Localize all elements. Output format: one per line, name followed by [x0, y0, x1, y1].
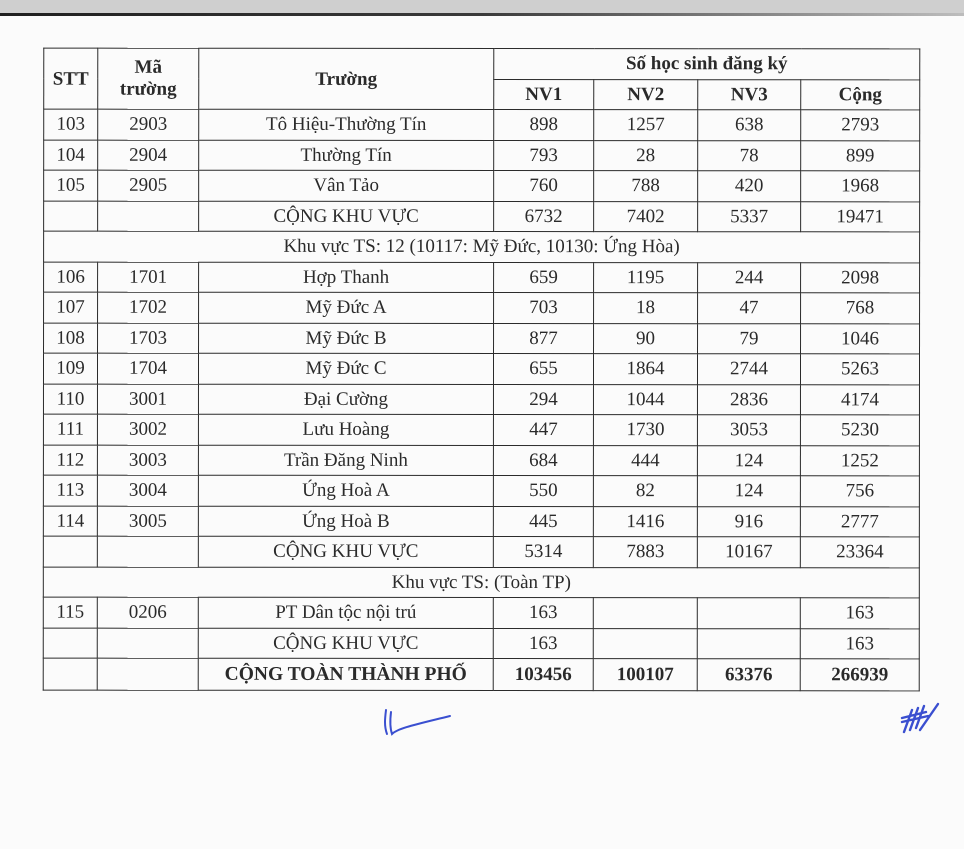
stt-cell: 103: [44, 109, 98, 140]
cong-cell: 1252: [800, 445, 919, 476]
cong-cell: 899: [801, 140, 920, 171]
truong-cell: Vân Tảo: [199, 170, 494, 201]
nv2-cell: 788: [594, 171, 698, 202]
nv1-cell: 163: [493, 598, 593, 629]
ma-truong-cell: 2903: [98, 109, 199, 140]
scanner-edge-line: [0, 13, 964, 16]
ma-truong-cell: 0206: [97, 597, 198, 628]
subtotal-nv3: 5337: [698, 201, 801, 232]
grand-total-nv1: 103456: [493, 659, 593, 691]
empty-cell: [43, 658, 97, 690]
grand-total-cong: 266939: [800, 659, 919, 691]
signature-right: [898, 700, 942, 736]
section-row: [44, 231, 920, 262]
ma-truong-cell: 1703: [98, 323, 199, 354]
ma-truong-cell: 1702: [98, 292, 199, 323]
header-ma-truong: [98, 48, 199, 109]
table-row: [43, 445, 919, 476]
table-row: [43, 414, 919, 445]
empty-cell: [97, 628, 198, 659]
empty-cell: [43, 628, 97, 659]
subtotal-label: CỘNG KHU VỰC: [198, 628, 493, 659]
cong-cell: 756: [800, 476, 919, 507]
table-row: [44, 170, 920, 201]
nv1-cell: 294: [493, 384, 593, 415]
stt-cell: 105: [44, 170, 98, 201]
table-row: [43, 384, 919, 415]
subtotal-cong: 19471: [801, 201, 920, 232]
cong-cell: 768: [801, 293, 920, 324]
scanner-top-edge: [0, 0, 964, 14]
ma-truong-cell: 3002: [97, 414, 198, 445]
grand-total-nv3: 63376: [697, 659, 800, 691]
subtotal-row: [43, 628, 919, 659]
ma-truong-cell: 1701: [98, 262, 199, 293]
subtotal-label: CỘNG KHU VỰC: [199, 201, 494, 232]
stt-cell: 106: [44, 262, 98, 293]
empty-cell: [97, 658, 198, 690]
cong-cell: 2793: [801, 110, 920, 141]
nv3-cell: [697, 598, 800, 629]
truong-cell: Thường Tín: [199, 140, 494, 171]
grand-total-label: CỘNG TOÀN THÀNH PHỐ: [198, 658, 493, 690]
truong-cell: Mỹ Đức B: [199, 323, 494, 354]
table-row: [44, 292, 920, 323]
subtotal-nv1: 6732: [494, 201, 594, 232]
truong-cell: Ứng Hoà B: [198, 506, 493, 537]
nv3-cell: 244: [698, 262, 801, 293]
nv1-cell: 447: [493, 415, 593, 446]
nv2-cell: 444: [593, 445, 697, 476]
nv1-cell: 445: [493, 506, 593, 537]
subtotal-nv3: [697, 628, 800, 659]
nv2-cell: 1044: [593, 384, 697, 415]
header-stt: STT: [44, 48, 98, 109]
cong-cell: 2098: [801, 262, 920, 293]
table-row: [43, 353, 919, 384]
table-row: [43, 475, 919, 506]
header-cong: Cộng: [801, 79, 920, 110]
ma-truong-cell: 3005: [97, 506, 198, 537]
header-nv3: NV3: [698, 79, 801, 110]
nv3-cell: 124: [697, 476, 800, 507]
stt-cell: 109: [43, 353, 97, 384]
truong-cell: Tô Hiệu-Thường Tín: [199, 109, 494, 140]
nv3-cell: 2744: [697, 354, 800, 385]
ma-truong-cell: 3004: [97, 475, 198, 506]
empty-cell: [97, 536, 198, 567]
stt-cell: 107: [44, 292, 98, 323]
header-so-hoc-sinh: Số học sinh đăng ký: [494, 49, 920, 80]
truong-cell: Hợp Thanh: [199, 262, 494, 293]
nv2-cell: 90: [594, 323, 698, 354]
registration-table: [43, 48, 921, 692]
nv1-cell: 877: [494, 323, 594, 354]
subtotal-cong: 163: [800, 628, 919, 659]
nv1-cell: 703: [494, 293, 594, 324]
subtotal-nv1: 5314: [493, 537, 593, 568]
nv1-cell: 655: [493, 354, 593, 385]
section-title: Khu vực TS: 12 (10117: Mỹ Đức, 10130: Ứng Hòa): [44, 231, 920, 262]
nv3-cell: 124: [697, 445, 800, 476]
nv1-cell: 550: [493, 476, 593, 507]
table-row: [44, 140, 920, 171]
table-row: [44, 109, 920, 140]
nv3-cell: 3053: [697, 415, 800, 446]
empty-cell: [98, 201, 199, 232]
ma-truong-cell: 2905: [98, 170, 199, 201]
table-body: [43, 109, 920, 691]
stt-cell: 115: [43, 597, 97, 628]
header-nv1: NV1: [494, 79, 594, 110]
subtotal-nv1: 163: [493, 628, 593, 659]
nv3-cell: 47: [698, 293, 801, 324]
nv2-cell: 1257: [594, 110, 698, 141]
section-title: Khu vực TS: (Toàn TP): [43, 567, 919, 598]
cong-cell: 163: [800, 598, 919, 629]
header-row-1: [44, 48, 920, 79]
nv2-cell: 1864: [593, 354, 697, 385]
table-row: [44, 323, 920, 354]
cong-cell: 1968: [801, 171, 920, 202]
cong-cell: 1046: [801, 323, 920, 354]
table-row: [43, 506, 919, 537]
nv2-cell: [593, 598, 697, 629]
nv3-cell: 2836: [697, 384, 800, 415]
cong-cell: 4174: [800, 384, 919, 415]
nv3-cell: 638: [698, 110, 801, 141]
subtotal-nv2: 7402: [594, 201, 698, 232]
ma-truong-cell: 2904: [98, 140, 199, 171]
table-row: [44, 262, 920, 293]
cong-cell: 5230: [800, 415, 919, 446]
subtotal-nv3: 10167: [697, 537, 800, 568]
truong-cell: Ứng Hoà A: [198, 475, 493, 506]
signature-left: [378, 706, 454, 738]
subtotal-label: CỘNG KHU VỰC: [198, 536, 493, 567]
stt-cell: 112: [43, 445, 97, 476]
ma-truong-cell: 3003: [97, 445, 198, 476]
nv1-cell: 684: [493, 445, 593, 476]
nv2-cell: 1730: [593, 415, 697, 446]
subtotal-cong: 23364: [800, 537, 919, 568]
subtotal-nv2: 7883: [593, 537, 697, 568]
stt-cell: 104: [44, 140, 98, 171]
table-row: [43, 597, 919, 628]
nv3-cell: 420: [698, 171, 801, 202]
stt-cell: 113: [43, 475, 97, 506]
subtotal-row: [44, 201, 920, 232]
truong-cell: Trần Đăng Ninh: [198, 445, 493, 476]
nv1-cell: 760: [494, 171, 594, 202]
stt-cell: 110: [43, 384, 97, 415]
empty-cell: [43, 536, 97, 567]
truong-cell: Mỹ Đức A: [199, 292, 494, 323]
subtotal-row: [43, 536, 919, 567]
stt-cell: 111: [43, 414, 97, 445]
nv3-cell: 916: [697, 506, 800, 537]
empty-cell: [44, 201, 98, 232]
nv2-cell: 18: [594, 293, 698, 324]
nv1-cell: 659: [494, 262, 594, 293]
cong-cell: 2777: [800, 506, 919, 537]
nv1-cell: 898: [494, 110, 594, 141]
cong-cell: 5263: [800, 354, 919, 385]
nv2-cell: 28: [594, 140, 698, 171]
truong-cell: Lưu Hoàng: [198, 414, 493, 445]
stt-cell: 114: [43, 506, 97, 537]
grand-total-row: [43, 658, 919, 691]
truong-cell: PT Dân tộc nội trú: [198, 597, 493, 628]
ma-truong-cell: 3001: [97, 384, 198, 415]
nv1-cell: 793: [494, 140, 594, 171]
nv3-cell: 78: [698, 140, 801, 171]
grand-total-nv2: 100107: [593, 659, 697, 691]
nv2-cell: 1195: [594, 262, 698, 293]
nv2-cell: 82: [593, 476, 697, 507]
ma-truong-cell: 1704: [97, 353, 198, 384]
header-truong: Trường: [199, 48, 494, 109]
stt-cell: 108: [44, 323, 98, 354]
nv2-cell: 1416: [593, 506, 697, 537]
subtotal-nv2: [593, 628, 697, 659]
header-nv2: NV2: [594, 79, 698, 110]
header-ma-truong-label: Mã trường: [119, 56, 177, 100]
nv3-cell: 79: [698, 323, 801, 354]
truong-cell: Đại Cường: [198, 384, 493, 415]
section-row: [43, 567, 919, 598]
truong-cell: Mỹ Đức C: [198, 353, 493, 384]
